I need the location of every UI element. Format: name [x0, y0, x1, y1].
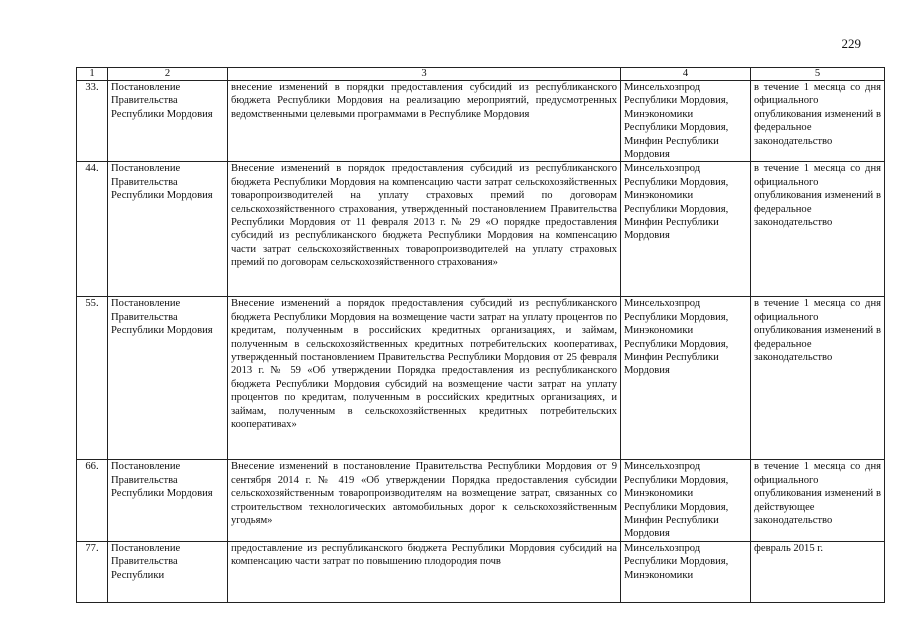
table-row: [77, 541, 885, 602]
deadline: февраль 2015 г.: [751, 541, 885, 602]
plan-table: [76, 67, 885, 603]
measure-description: предоставление из республиканского бюджета Республики Мордовия субсидий на компенсацию части затрат по повышению плодородия почв: [228, 541, 621, 602]
responsible-executor: Минсельхозпрод Республики Мордовия, Минэкономики Республики Мордовия, Минфин Республики Мордовия: [621, 460, 751, 541]
measure-description: Внесение изменений в постановление Правительства Республики Мордовия от 9 сентября 2014 г. № 419 «Об утверждении Порядка предоставления субсидии сельскохозяйственным товаропроизводителям на возмещение затрат, связанных со строительством технологических автомобильных дорог к сельскохозяйственным угодьям»: [228, 460, 621, 541]
table-header-row: [77, 68, 885, 81]
column-header: 2: [108, 68, 228, 81]
row-number: 44.: [77, 162, 108, 297]
deadline: в течение 1 месяца со дня официального опубликования изменений в федеральное законодательство: [751, 81, 885, 162]
document-type: Постановление Правительства Республики Мордовия: [108, 460, 228, 541]
measure-description: Внесение изменений в порядок предоставления субсидий из республиканского бюджета Республики Мордовия на компенсацию части затрат сельскохозяйственных товаропроизводителей на уплату страховых премий по договорам сельскохозяйственного страхования, утвержденный постановлением Правительства Республики Мордовия от 11 февраля 2013 г. № 29 «О порядке предоставления субсидий из республиканского бюджета Республики Мордовия на компенсацию части затрат сельскохозяйственных товаропроизводителей на уплату страховых премий по договорам сельскохозяйственного страхования»: [228, 162, 621, 297]
table-row: [77, 162, 885, 297]
deadline: в течение 1 месяца со дня официального опубликования изменений в действующее законодательство: [751, 460, 885, 541]
deadline: в течение 1 месяца со дня официального опубликования изменений в федеральное законодательство: [751, 162, 885, 297]
table-row: [77, 81, 885, 162]
responsible-executor: Минсельхозпрод Республики Мордовия, Минэкономики Республики Мордовия, Минфин Республики Мордовия: [621, 162, 751, 297]
column-header: 3: [228, 68, 621, 81]
document-type: Постановление Правительства Республики Мордовия: [108, 162, 228, 297]
document-type: Постановление Правительства Республики Мордовия: [108, 297, 228, 460]
column-header: 5: [751, 68, 885, 81]
deadline: в течение 1 месяца со дня официального опубликования изменений в федеральное законодательство: [751, 297, 885, 460]
row-number: 66.: [77, 460, 108, 541]
column-header: 1: [77, 68, 108, 81]
page-number: 229: [841, 36, 861, 51]
table-row: [77, 460, 885, 541]
measure-description: внесение изменений в порядки предоставления субсидий из республиканского бюджета Республики Мордовия на реализацию мероприятий, предусмотренных ведомственными целевыми программами в Республике Мордовия: [228, 81, 621, 162]
responsible-executor: Минсельхозпрод Республики Мордовия, Минэкономики Республики Мордовия, Минфин Республики Мордовия: [621, 297, 751, 460]
measure-description: Внесение изменений а порядок предоставления субсидий из республиканского бюджета Республики Мордовия на возмещение части затрат на уплату процентов по кредитам, полученным в российских кредитных организациях, и займам, полученным в сельскохозяйственных кредитных потребительских кооперативах, утвержденный постановлением Правительства Республики Мордовия от 25 февраля 2013 г. № 59 «Об утверждении Порядка предоставления из республиканского бюджета Республики Мордовия субсидий на возмещение части затрат на уплату процентов по кредитам, полученным в российских кредитных организациях, и займам, полученным в сельскохозяйственных кредитных потребительских кооперативах»: [228, 297, 621, 460]
row-number: 33.: [77, 81, 108, 162]
row-number: 55.: [77, 297, 108, 460]
responsible-executor: Минсельхозпрод Республики Мордовия, Минэкономики: [621, 541, 751, 602]
document-type: Постановление Правительства Республики: [108, 541, 228, 602]
row-number: 77.: [77, 541, 108, 602]
responsible-executor: Минсельхозпрод Республики Мордовия, Минэкономики Республики Мордовия, Минфин Республики Мордовия: [621, 81, 751, 162]
column-header: 4: [621, 68, 751, 81]
table-row: [77, 297, 885, 460]
document-type: Постановление Правительства Республики Мордовия: [108, 81, 228, 162]
